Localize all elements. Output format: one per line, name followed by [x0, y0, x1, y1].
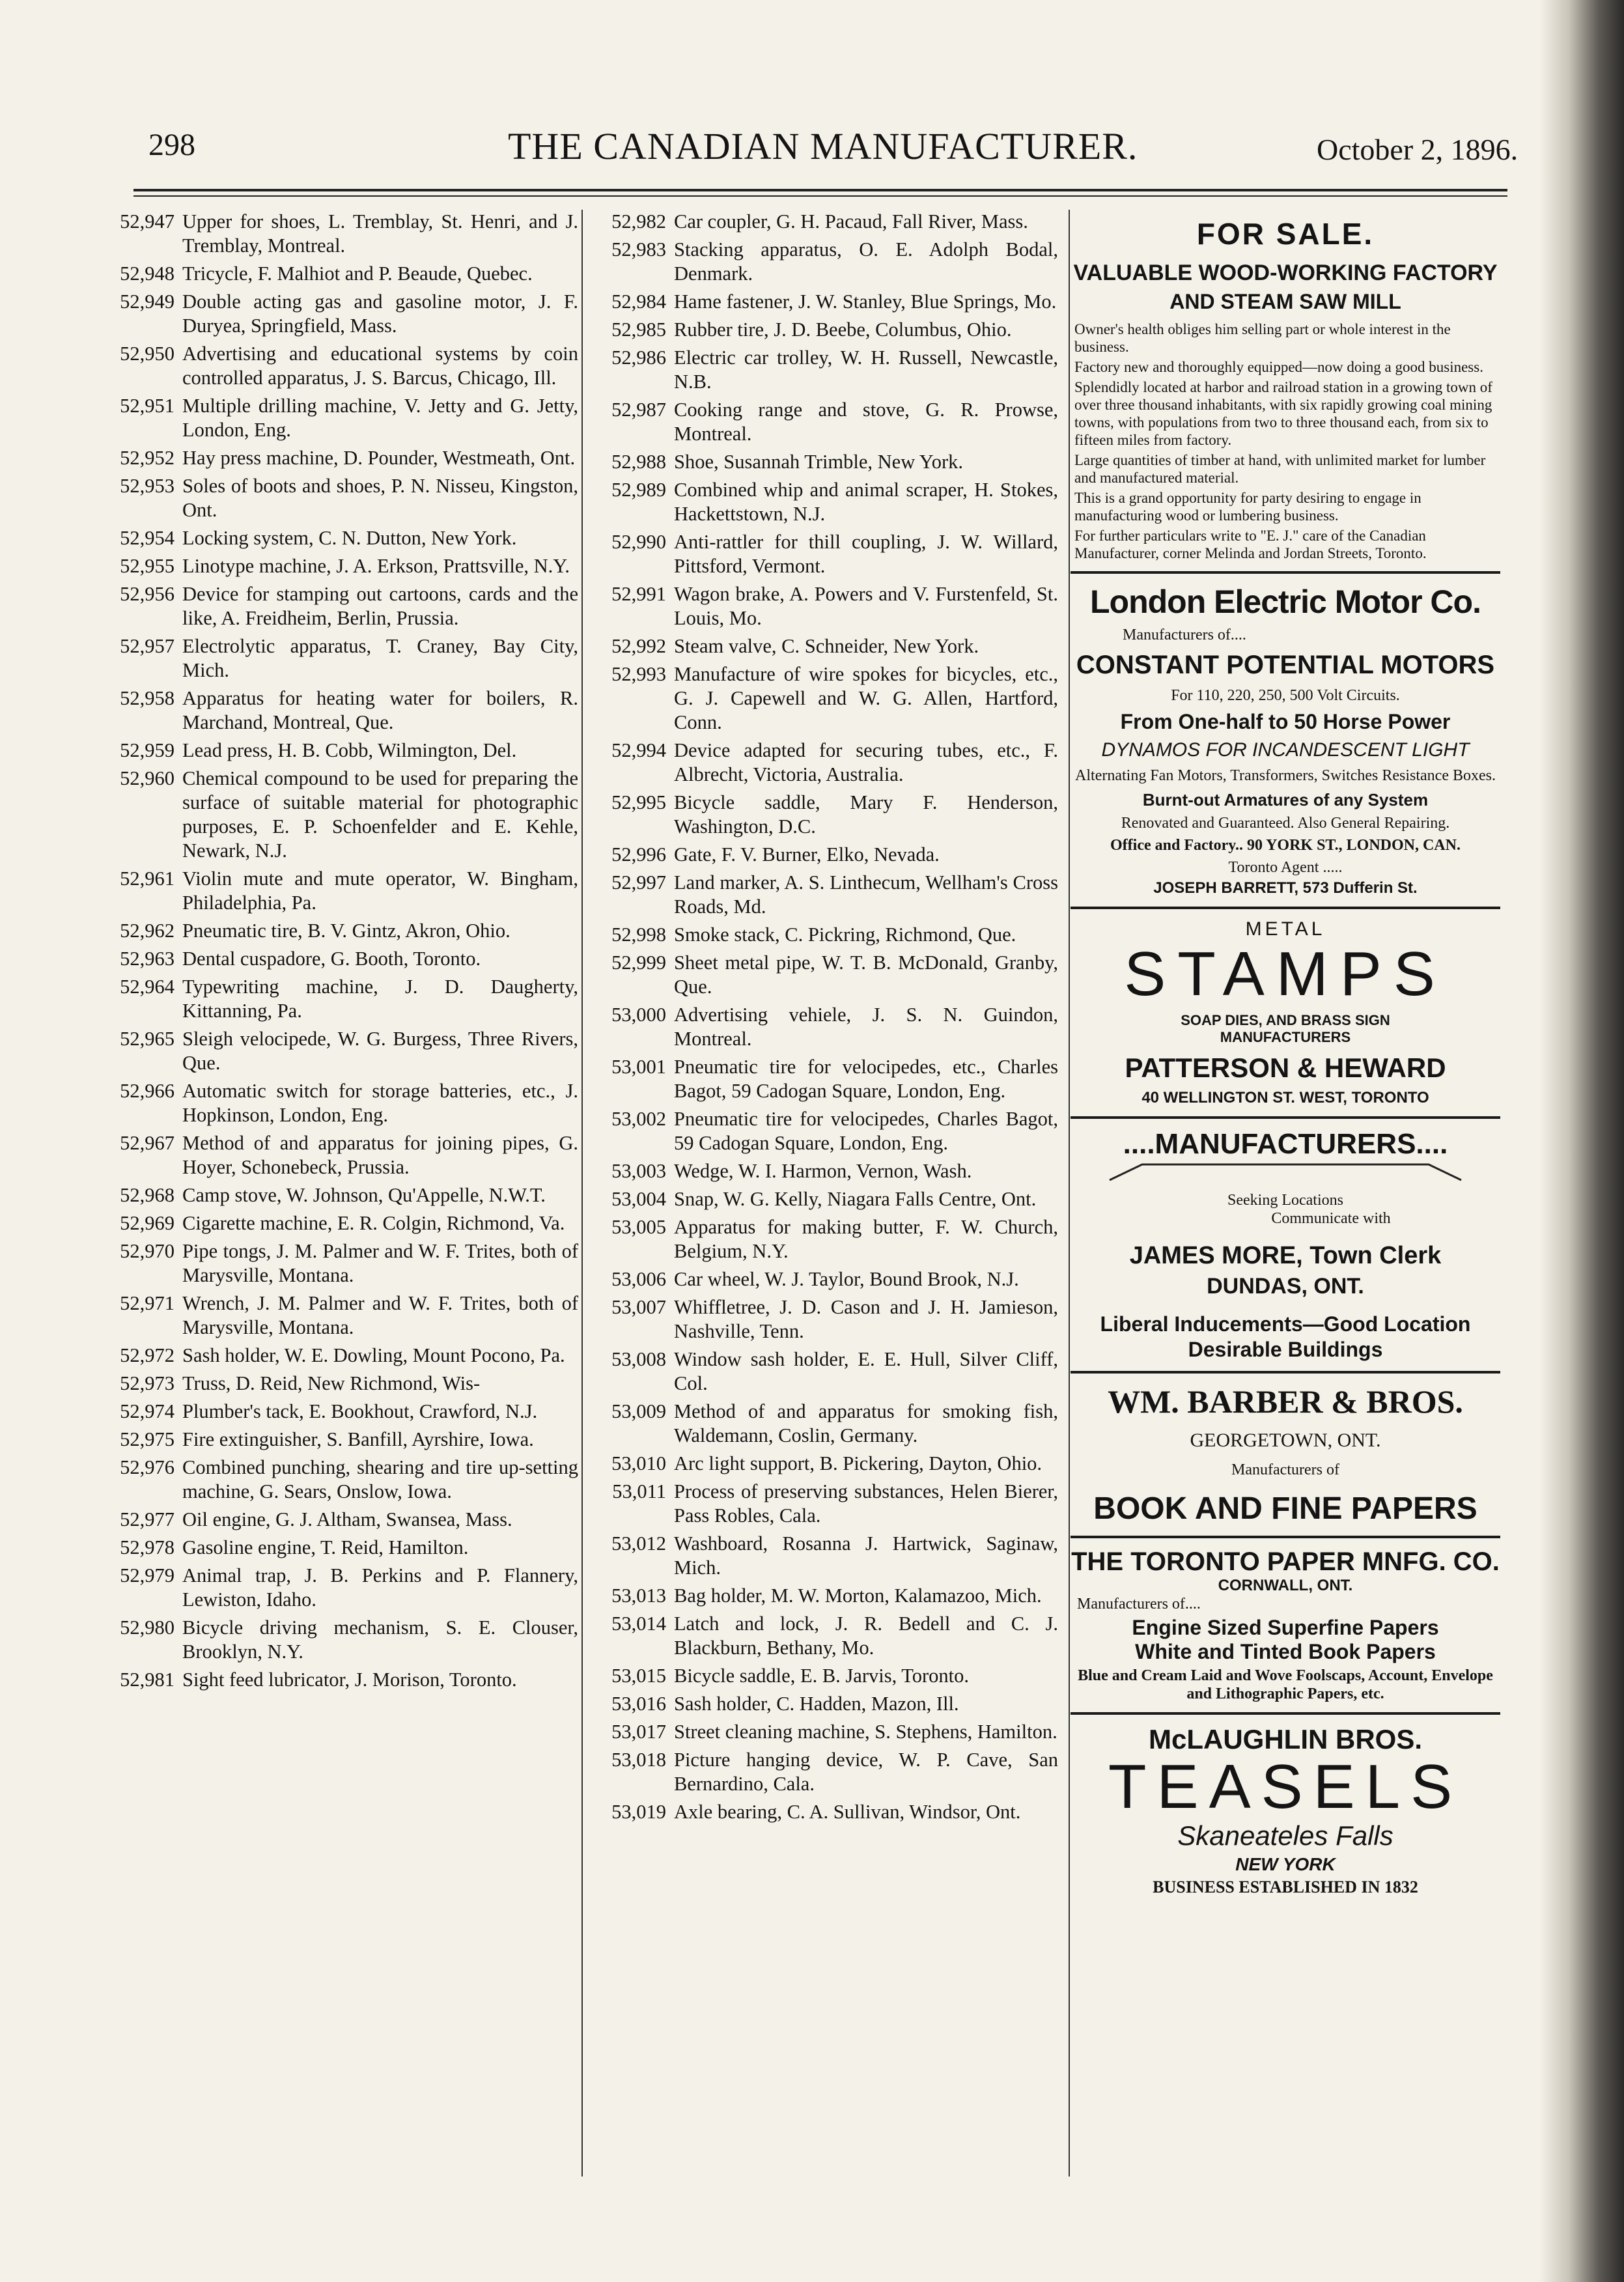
patent-number: 53,001	[611, 1056, 666, 1078]
patent-entry	[583, 1003, 1058, 1051]
barber-town: GEORGETOWN, ONT.	[1190, 1430, 1381, 1451]
issue-date: October 2, 1896.	[1317, 133, 1519, 166]
patent-entry	[583, 791, 1058, 839]
patent-number: 52,957	[120, 635, 175, 657]
for-sale-line2: AND STEAM SAW MILL	[1169, 290, 1401, 313]
patent-entry	[583, 290, 1058, 314]
patent-entry	[583, 398, 1058, 446]
manufacturers-heading: ....MANUFACTURERS....	[1123, 1128, 1448, 1160]
patent-description: Wagon brake, A. Powers and V. Furstenfeld, St. Louis, Mo.	[674, 583, 1058, 629]
patent-entry	[583, 1480, 1058, 1528]
patent-entry	[583, 871, 1058, 919]
patent-number: 52,982	[611, 210, 666, 232]
patent-entry	[91, 1344, 578, 1368]
patent-entry	[91, 210, 578, 258]
patent-entry	[583, 1107, 1058, 1155]
patent-entry	[583, 1215, 1058, 1263]
manufacturers-name: JAMES MORE, Town Clerk	[1129, 1242, 1442, 1269]
patent-number: 52,971	[120, 1292, 175, 1314]
patent-description: Lead press, H. B. Cobb, Wilmington, Del.	[182, 739, 517, 761]
patent-entry	[583, 1295, 1058, 1344]
patent-description: Gate, F. V. Burner, Elko, Nevada.	[674, 843, 940, 866]
patent-description: Advertising vehiele, J. S. N. Guindon, Montreal.	[674, 1004, 1058, 1050]
patent-number: 52,997	[611, 871, 666, 894]
patent-number: 52,973	[120, 1372, 175, 1394]
patent-description: Steam valve, C. Schneider, New York.	[674, 635, 979, 657]
patent-number: 52,949	[120, 290, 175, 313]
patent-number: 52,986	[611, 346, 666, 369]
patent-number: 53,011	[612, 1480, 666, 1502]
patent-number: 52,954	[120, 527, 175, 549]
patent-number: 52,951	[120, 395, 175, 417]
column-divider	[1069, 210, 1070, 2176]
patent-number: 53,010	[611, 1452, 666, 1474]
patent-number: 52,981	[120, 1669, 175, 1691]
patent-description: Manufacture of wire spokes for bicycles, etc., G. J. Capewell and W. G. Allen, Hartford, Conn.	[674, 663, 1058, 733]
patent-description: Method of and apparatus for smoking fish, Waldemann, Coslin, Germany.	[674, 1400, 1058, 1446]
patent-number: 52,998	[611, 923, 666, 946]
ad-divider	[1071, 907, 1500, 909]
patent-entry	[583, 210, 1058, 234]
patent-entry	[583, 1055, 1058, 1103]
patent-number: 52,993	[611, 663, 666, 685]
patent-description: Apparatus for making butter, F. W. Church, Belgium, N.Y.	[674, 1216, 1058, 1262]
patent-description: Upper for shoes, L. Tremblay, St. Henri, and J. Tremblay, Montreal.	[182, 210, 578, 257]
patent-description: Smoke stack, C. Pickring, Richmond, Que.	[674, 923, 1016, 946]
patent-number: 53,014	[611, 1613, 666, 1635]
stamps-firm: PATTERSON & HEWARD	[1125, 1052, 1446, 1083]
patent-number: 52,989	[611, 479, 666, 501]
patent-description: Cooking range and stove, G. R. Prowse, Montreal.	[674, 399, 1058, 445]
patent-description: Pneumatic tire, B. V. Gintz, Akron, Ohio.	[182, 920, 511, 942]
toronto-paper-name: THE TORONTO PAPER MNFG. CO.	[1071, 1547, 1500, 1576]
patent-entry	[583, 238, 1058, 286]
patent-entry	[91, 1536, 578, 1560]
patent-number: 52,979	[120, 1564, 175, 1586]
patent-entry	[91, 1372, 578, 1396]
patent-entry	[583, 346, 1058, 394]
london-electric-product: CONSTANT POTENTIAL MOTORS	[1076, 651, 1495, 679]
patent-entry	[583, 1692, 1058, 1716]
patent-description: Device adapted for securing tubes, etc., F. Albrecht, Victoria, Australia.	[674, 739, 1058, 785]
patent-entry	[91, 767, 578, 863]
patent-number: 53,013	[611, 1585, 666, 1607]
patent-entry	[91, 1400, 578, 1424]
patent-entry	[91, 342, 578, 390]
header-rule-thin	[133, 195, 1507, 197]
patent-entry	[91, 526, 578, 550]
patent-description: Snap, W. G. Kelly, Niagara Falls Centre, Ont.	[674, 1188, 1037, 1210]
patent-number: 52,995	[611, 791, 666, 813]
patent-description: Bag holder, M. W. Morton, Kalamazoo, Mich.	[674, 1585, 1042, 1607]
patent-entry	[583, 1664, 1058, 1688]
patent-description: Bicycle saddle, Mary F. Henderson, Washington, D.C.	[674, 791, 1058, 838]
patent-description: Truss, D. Reid, New Richmond, Wis-	[182, 1372, 481, 1394]
patent-entry	[91, 474, 578, 522]
stamps-sub2: MANUFACTURERS	[1220, 1029, 1351, 1045]
patent-number: 52,994	[611, 739, 666, 761]
patent-number: 53,009	[611, 1400, 666, 1422]
patent-number: 52,962	[120, 920, 175, 942]
patent-description: Oil engine, G. J. Altham, Swansea, Mass.	[182, 1508, 512, 1530]
patent-number: 52,955	[120, 555, 175, 577]
stamps-top: METAL	[1245, 918, 1326, 940]
patent-number: 52,966	[120, 1080, 175, 1102]
patent-entry	[583, 582, 1058, 630]
patent-number: 52,990	[611, 531, 666, 553]
ad-divider	[1071, 1116, 1500, 1119]
patent-entry	[91, 975, 578, 1023]
patent-number: 52,988	[611, 451, 666, 473]
patent-description: Arc light support, B. Pickering, Dayton, Ohio.	[674, 1452, 1043, 1474]
patent-number: 52,992	[611, 635, 666, 657]
mclaughlin-name: McLAUGHLIN BROS.	[1149, 1724, 1422, 1754]
toronto-paper-line1: Engine Sized Superfine Papers	[1132, 1616, 1439, 1639]
for-sale-paragraph: Owner's health obliges him selling part or whole interest in the business.	[1074, 321, 1451, 355]
patent-description: Sash holder, C. Hadden, Mazon, Ill.	[674, 1693, 959, 1715]
patent-entry	[583, 951, 1058, 999]
manufacturers-ad	[1071, 1128, 1500, 1362]
for-sale-paragraph: This is a grand opportunity for party desiring to engage in manufacturing wood or lumbering business.	[1074, 490, 1421, 524]
ad-divider	[1071, 1371, 1500, 1373]
patent-number: 52,948	[120, 262, 175, 285]
manufacturers-tag1: Liberal Inducements—Good Location	[1100, 1312, 1471, 1336]
patent-description: Pneumatic tire for velocipedes, Charles Bagot, 59 Cadogan Square, London, Eng.	[674, 1108, 1058, 1154]
patent-number: 52,984	[611, 290, 666, 313]
patent-number: 53,003	[611, 1160, 666, 1182]
london-electric-office: Office and Factory.. 90 YORK ST., LONDON, CAN.	[1110, 837, 1461, 854]
patent-description: Anti-rattler for thill coupling, J. W. Willard, Pittsford, Vermont.	[674, 531, 1058, 577]
patent-number: 53,007	[611, 1296, 666, 1318]
patent-entry	[583, 1187, 1058, 1211]
patent-entry	[91, 1183, 578, 1207]
patent-number: 52,959	[120, 739, 175, 761]
patent-description: Dental cuspadore, G. Booth, Toronto.	[182, 948, 481, 970]
patent-entry	[583, 1347, 1058, 1396]
patent-entry	[91, 1564, 578, 1612]
stamps-sub1: SOAP DIES, AND BRASS SIGN	[1181, 1012, 1390, 1028]
patent-entry	[91, 947, 578, 971]
patent-entry	[583, 1584, 1058, 1608]
patent-number: 53,016	[611, 1693, 666, 1715]
patent-description: Apparatus for heating water for boilers, R. Marchand, Montreal, Que.	[182, 687, 578, 733]
advertisement-column	[1071, 210, 1500, 1897]
patent-number: 52,964	[120, 976, 175, 998]
london-electric-dynamos: DYNAMOS FOR INCANDESCENT LIGHT	[1101, 739, 1470, 761]
patent-entry	[91, 1079, 578, 1127]
toronto-paper-line2: White and Tinted Book Papers	[1135, 1640, 1436, 1663]
patent-number: 52,991	[611, 583, 666, 605]
patent-entry	[91, 582, 578, 630]
patent-description: Process of preserving substances, Helen Bierer, Pass Robles, Cala.	[674, 1480, 1058, 1527]
header-rule	[133, 189, 1507, 191]
patent-number: 52,960	[120, 767, 175, 789]
patent-number: 52,963	[120, 948, 175, 970]
patent-description: Device for stamping out cartoons, cards and the like, A. Freidheim, Berlin, Prussia.	[182, 583, 578, 629]
patent-number: 52,953	[120, 475, 175, 497]
patent-number: 52,978	[120, 1536, 175, 1558]
patent-description: Car wheel, W. J. Taylor, Bound Brook, N.J.	[674, 1268, 1019, 1290]
patent-description: Plumber's tack, E. Bookhout, Crawford, N.J.	[182, 1400, 538, 1422]
patent-description: Camp stove, W. Johnson, Qu'Appelle, N.W.T.	[182, 1184, 546, 1206]
ad-divider	[1071, 1536, 1500, 1538]
patent-number: 52,983	[611, 238, 666, 261]
london-electric-power: From One-half to 50 Horse Power	[1120, 710, 1451, 733]
patent-number: 53,004	[611, 1188, 666, 1210]
patent-description: Sleigh velocipede, W. G. Burgess, Three Rivers, Que.	[182, 1028, 578, 1074]
patent-description: Typewriting machine, J. D. Daugherty, Kittanning, Pa.	[182, 976, 578, 1022]
patent-description: Sheet metal pipe, W. T. B. McDonald, Granby, Que.	[674, 951, 1058, 998]
for-sale-paragraph: Splendidly located at harbor and railroad station in a growing town of over three thousand inhabitants, with six rapidly growing coal mining towns, with populations from two to three thousand each, from six to fifteen miles from factory.	[1074, 379, 1492, 448]
patent-description: Picture hanging device, W. P. Cave, San Bernardino, Cala.	[674, 1749, 1058, 1795]
barber-ad	[1071, 1383, 1500, 1527]
mclaughlin-big: TEASELS	[1108, 1752, 1463, 1822]
patent-entry	[583, 1400, 1058, 1448]
london-electric-circuits: For 110, 220, 250, 500 Volt Circuits.	[1171, 687, 1400, 704]
patent-entry	[583, 478, 1058, 526]
patent-column-middle	[583, 210, 1058, 1828]
london-electric-name: London Electric Motor Co.	[1090, 584, 1481, 620]
patent-entry	[91, 919, 578, 943]
patent-entry	[91, 262, 578, 286]
patent-description: Stacking apparatus, O. E. Adolph Bodal, Denmark.	[674, 238, 1058, 285]
patent-number: 53,000	[611, 1004, 666, 1026]
patent-number: 53,012	[611, 1532, 666, 1555]
patent-entry	[91, 554, 578, 578]
patent-number: 52,985	[611, 318, 666, 341]
patent-description: Tricycle, F. Malhiot and P. Beaude, Quebec.	[182, 262, 533, 285]
patent-description: Combined punching, shearing and tire up-setting machine, G. Sears, Onslow, Iowa.	[182, 1456, 578, 1502]
manufacturers-communicate: Communicate with	[1271, 1210, 1391, 1227]
patent-description: Linotype machine, J. A. Erkson, Prattsville, N.Y.	[182, 555, 570, 577]
page-number: 298	[148, 128, 195, 162]
mclaughlin-est: BUSINESS ESTABLISHED IN 1832	[1153, 1878, 1418, 1896]
ad-divider	[1071, 1712, 1500, 1715]
patent-entry	[583, 1452, 1058, 1476]
patent-number: 52,952	[120, 447, 175, 469]
for-sale-paragraph: Large quantities of timber at hand, with unlimited market for lumber and manufactured material.	[1074, 452, 1486, 486]
patent-entry	[583, 318, 1058, 342]
patent-description: Hay press machine, D. Pounder, Westmeath, Ont.	[182, 447, 576, 469]
manufacturers-town: DUNDAS, ONT.	[1207, 1274, 1364, 1299]
patent-entry	[583, 923, 1058, 947]
patent-number: 52,980	[120, 1616, 175, 1639]
london-electric-alternating: Alternating Fan Motors, Transformers, Switches Resistance Boxes.	[1075, 767, 1496, 784]
patent-number: 53,002	[611, 1108, 666, 1130]
patent-entry	[583, 1748, 1058, 1796]
patent-entry	[91, 1239, 578, 1288]
patent-entry	[583, 739, 1058, 787]
patent-description: Violin mute and mute operator, W. Bingham, Philadelphia, Pa.	[182, 867, 578, 914]
patent-description: Chemical compound to be used for preparing the surface of suitable material for photographic purposes, E. P. Schoenfelder and E. Kehle, Newark, N.J.	[182, 767, 578, 862]
patent-description: Cigarette machine, E. R. Colgin, Richmond, Va.	[182, 1212, 565, 1234]
patent-description: Car coupler, G. H. Pacaud, Fall River, Mass.	[674, 210, 1028, 232]
patent-description: Land marker, A. S. Linthecum, Wellham's Cross Roads, Md.	[674, 871, 1058, 918]
patent-description: Pipe tongs, J. M. Palmer and W. F. Trites, both of Marysville, Montana.	[182, 1240, 578, 1286]
patent-number: 52,970	[120, 1240, 175, 1262]
manufacturers-seeking: Seeking Locations	[1227, 1192, 1343, 1209]
toronto-paper-town: CORNWALL, ONT.	[1218, 1577, 1353, 1594]
patent-description: Rubber tire, J. D. Beebe, Columbus, Ohio.	[674, 318, 1012, 341]
toronto-paper-ad	[1071, 1547, 1500, 1703]
patent-number: 52,956	[120, 583, 175, 605]
patent-entry	[583, 1800, 1058, 1824]
patent-description: Animal trap, J. B. Perkins and P. Flannery, Lewiston, Idaho.	[182, 1564, 578, 1611]
patent-description: Whiffletree, J. D. Cason and J. H. Jamieson, Nashville, Tenn.	[674, 1296, 1058, 1342]
london-electric-ad	[1071, 583, 1500, 897]
patent-description: Washboard, Rosanna J. Hartwick, Saginaw, Mich.	[674, 1532, 1058, 1579]
patent-entry	[583, 634, 1058, 658]
patent-description: Wrench, J. M. Palmer and W. F. Trites, both of Marysville, Montana.	[182, 1292, 578, 1338]
patent-description: Street cleaning machine, S. Stephens, Hamilton.	[674, 1721, 1057, 1743]
patent-description: Sash holder, W. E. Dowling, Mount Pocono, Pa.	[182, 1344, 565, 1366]
patent-description: Automatic switch for storage batteries, etc., J. Hopkinson, London, Eng.	[182, 1080, 578, 1126]
patent-number: 52,999	[611, 951, 666, 974]
patent-number: 52,958	[120, 687, 175, 709]
patent-description: Axle bearing, C. A. Sullivan, Windsor, Ont.	[674, 1801, 1021, 1823]
patent-number: 53,019	[611, 1801, 666, 1823]
patent-entry	[91, 446, 578, 470]
patent-entry	[583, 1159, 1058, 1183]
patent-entry	[91, 1131, 578, 1179]
patent-description: Window sash holder, E. E. Hull, Silver Cliff, Col.	[674, 1348, 1058, 1394]
patent-number: 53,018	[611, 1749, 666, 1771]
mclaughlin-ad	[1071, 1724, 1500, 1897]
patent-number: 52,977	[120, 1508, 175, 1530]
patent-entry	[583, 1720, 1058, 1744]
patent-entry	[91, 867, 578, 915]
patent-description: Bicycle driving mechanism, S. E. Clouser, Brooklyn, N.Y.	[182, 1616, 578, 1663]
patent-number: 53,017	[611, 1721, 666, 1743]
patent-description: Shoe, Susannah Trimble, New York.	[674, 451, 963, 473]
patent-description: Fire extinguisher, S. Banfill, Ayrshire, Iowa.	[182, 1428, 534, 1450]
patent-number: 53,008	[611, 1348, 666, 1370]
patent-entry	[583, 1267, 1058, 1291]
patent-description: Hame fastener, J. W. Stanley, Blue Springs, Mo.	[674, 290, 1057, 313]
london-electric-renovated: Renovated and Guaranteed. Also General Repairing.	[1121, 815, 1450, 832]
patent-number: 53,006	[611, 1268, 666, 1290]
patent-entry	[583, 662, 1058, 735]
toronto-paper-line3: Blue and Cream Laid and Wove Foolscaps, Account, Envelope and Lithographic Papers, etc.	[1078, 1667, 1493, 1702]
patent-description: Multiple drilling machine, V. Jetty and G. Jetty, London, Eng.	[182, 395, 578, 441]
patent-description: Electrolytic apparatus, T. Craney, Bay City, Mich.	[182, 635, 578, 681]
patent-entry	[91, 394, 578, 442]
patent-entry	[91, 290, 578, 338]
barber-mfr: Manufacturers of	[1231, 1461, 1339, 1478]
mclaughlin-place: Skaneateles Falls	[1177, 1820, 1393, 1851]
barber-name: WM. BARBER & BROS.	[1108, 1383, 1463, 1420]
patent-entry	[91, 739, 578, 763]
patent-number: 52,947	[120, 210, 175, 232]
scan-page-edge	[1539, 0, 1624, 2282]
page-header	[0, 114, 1624, 186]
for-sale-paragraphs	[1071, 320, 1500, 562]
patent-description: Locking system, C. N. Dutton, New York.	[182, 527, 517, 549]
mclaughlin-state: NEW YORK	[1235, 1854, 1336, 1874]
patent-entry	[91, 1211, 578, 1235]
patent-entry	[583, 530, 1058, 578]
patent-entry	[91, 1428, 578, 1452]
patent-number: 52,969	[120, 1212, 175, 1234]
london-electric-agent: JOSEPH BARRETT, 573 Dufferin St.	[1153, 879, 1418, 897]
patent-entry	[583, 1532, 1058, 1580]
patent-entry	[91, 1616, 578, 1664]
patent-entry	[91, 1508, 578, 1532]
patent-number: 52,968	[120, 1184, 175, 1206]
patent-number: 52,967	[120, 1132, 175, 1154]
manufacturers-bracket	[1071, 1161, 1500, 1183]
patent-entry	[583, 1612, 1058, 1660]
patent-entry	[91, 1456, 578, 1504]
for-sale-paragraph: Factory new and thoroughly equipped—now doing a good business.	[1074, 359, 1483, 375]
for-sale-line1: VALUABLE WOOD-WORKING FACTORY	[1073, 261, 1498, 285]
patent-description: Combined whip and animal scraper, H. Stokes, Hackettstown, N.J.	[674, 479, 1058, 525]
patent-entry	[583, 450, 1058, 474]
london-electric-armatures: Burnt-out Armatures of any System	[1142, 790, 1429, 810]
ad-divider	[1071, 571, 1500, 574]
patent-entry	[583, 843, 1058, 867]
patent-number: 53,015	[611, 1665, 666, 1687]
patent-number: 52,996	[611, 843, 666, 866]
for-sale-heading: FOR SALE.	[1196, 217, 1375, 251]
patent-description: Sight feed lubricator, J. Morison, Toronto.	[182, 1669, 517, 1691]
patent-column-left	[91, 210, 578, 1696]
patent-description: Advertising and educational systems by coin controlled apparatus, J. S. Barcus, Chicago, Ill.	[182, 343, 578, 389]
patent-description: Wedge, W. I. Harmon, Vernon, Wash.	[674, 1160, 972, 1182]
patent-number: 52,987	[611, 399, 666, 421]
patent-entry	[91, 1668, 578, 1692]
london-electric-agent-label: Toronto Agent .....	[1228, 859, 1343, 876]
patent-description: Method of and apparatus for joining pipes, G. Hoyer, Schonebeck, Prussia.	[182, 1132, 578, 1178]
patent-entry	[91, 686, 578, 735]
stamps-address: 40 WELLINGTON ST. WEST, TORONTO	[1141, 1089, 1429, 1106]
patent-number: 52,965	[120, 1028, 175, 1050]
london-electric-sub: Manufacturers of....	[1123, 627, 1246, 643]
patent-description: Soles of boots and shoes, P. N. Nisseu, Kingston, Ont.	[182, 475, 578, 521]
patent-number: 52,975	[120, 1428, 175, 1450]
toronto-paper-mfr: Manufacturers of....	[1077, 1596, 1201, 1613]
patent-entry	[91, 1027, 578, 1075]
patent-entry	[91, 634, 578, 683]
patent-number: 52,950	[120, 343, 175, 365]
stamps-big: STAMPS	[1124, 939, 1447, 1009]
patent-description: Bicycle saddle, E. B. Jarvis, Toronto.	[674, 1665, 970, 1687]
patent-number: 52,976	[120, 1456, 175, 1478]
metal-stamps-ad	[1071, 918, 1500, 1107]
patent-description: Gasoline engine, T. Reid, Hamilton.	[182, 1536, 469, 1558]
patent-description: Electric car trolley, W. H. Russell, Newcastle, N.B.	[674, 346, 1058, 393]
patent-number: 52,972	[120, 1344, 175, 1366]
for-sale-paragraph: For further particulars write to "E. J." care of the Canadian Manufacturer, corner Melinda and Jordan Streets, Toronto.	[1074, 528, 1427, 561]
patent-description: Double acting gas and gasoline motor, J. F. Duryea, Springfield, Mass.	[182, 290, 578, 337]
for-sale-ad	[1071, 216, 1500, 562]
journal-title: THE CANADIAN MANUFACTURER.	[508, 125, 1138, 167]
patent-description: Latch and lock, J. R. Bedell and C. J. Blackburn, Bethany, Mo.	[674, 1613, 1058, 1659]
patent-number: 52,974	[120, 1400, 175, 1422]
manufacturers-tag2: Desirable Buildings	[1188, 1338, 1383, 1361]
patent-entry	[91, 1291, 578, 1340]
patent-number: 53,005	[611, 1216, 666, 1238]
patent-number: 52,961	[120, 867, 175, 890]
barber-product: BOOK AND FINE PAPERS	[1093, 1491, 1477, 1526]
patent-description: Pneumatic tire for velocipedes, etc., Charles Bagot, 59 Cadogan Square, London, Eng.	[674, 1056, 1058, 1102]
